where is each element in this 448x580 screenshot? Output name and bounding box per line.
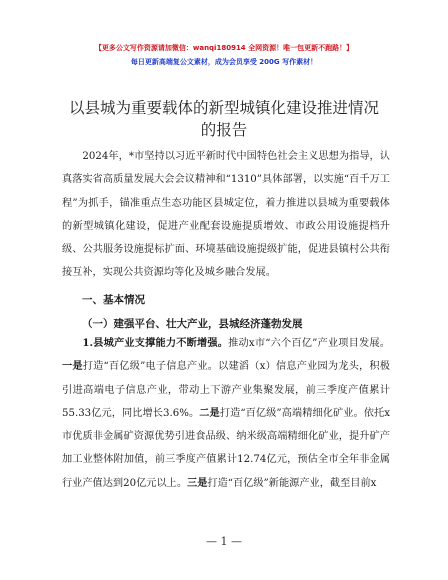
document-title-line2: 的报告	[200, 121, 248, 139]
page-number: — 1 —	[206, 535, 242, 548]
point-marker: 一是	[62, 360, 83, 373]
subsection-heading: （一）建强平台、壮大产业，县城经济蓬勃发展	[82, 318, 303, 330]
intro-paragraph: 2024年，*市坚持以习近平新时代中国特色社会主义思想为指导，认真落实省高质量发展大会会议精神和“1310”具体部署，以实施“百千万工程”为抓手，锚准重点生态功能区县城定位，着力推进以县城为重要载体的新型城镇化建设，促进产业配套设施提质增效、市政公用设施提档升级、公共服务设施提标扩面、环境基础设施提级扩能，促进县镇村公共衔接互补，实现公共资源均等化及城乡融合发展。	[62, 151, 390, 279]
promo-banner-red: 【更多公文写作资源请加微信：wanqi180914 全网资源！唯一包更新不跑路！】	[94, 44, 354, 52]
point-marker: 二是	[199, 406, 220, 419]
paragraph-lead: 1.县城产业支撑能力不断增强。	[82, 337, 229, 349]
paragraph-text: 打造“百亿级”高端精细化矿业。依托x市优质非金属矿资源优势引进食品级、纳米级高端精细化矿业，提升矿产加工业整体附加值，前三季度产值累计12.74亿元，预估全市全年非金属行业产值达到20亿元以上。	[62, 407, 391, 489]
promo-banner-blue: 每日更新高端复公文素材，成为会员享受 200G 写作素材！	[130, 58, 318, 66]
point-marker: 三是	[187, 476, 208, 489]
paragraph-text: 推动x市“六个百亿”产业项目发展。	[228, 338, 390, 349]
body-paragraph	[62, 332, 390, 495]
document-title-line1: 以县城为重要载体的新型城镇化建设推进情况	[68, 99, 379, 117]
section-heading: 一、基本情况	[82, 294, 145, 306]
paragraph-text: 打造“百亿级”新能源产业，截至目前x	[207, 477, 377, 489]
paragraph-text: 打造“百亿级”电子信息产业。以建滔（x）信息产业园为龙头，积极引进高端电子信息产业，带动上下游产业集聚发展，前三季度产值累计55.33亿元，同比增长3.6%。	[62, 361, 390, 419]
